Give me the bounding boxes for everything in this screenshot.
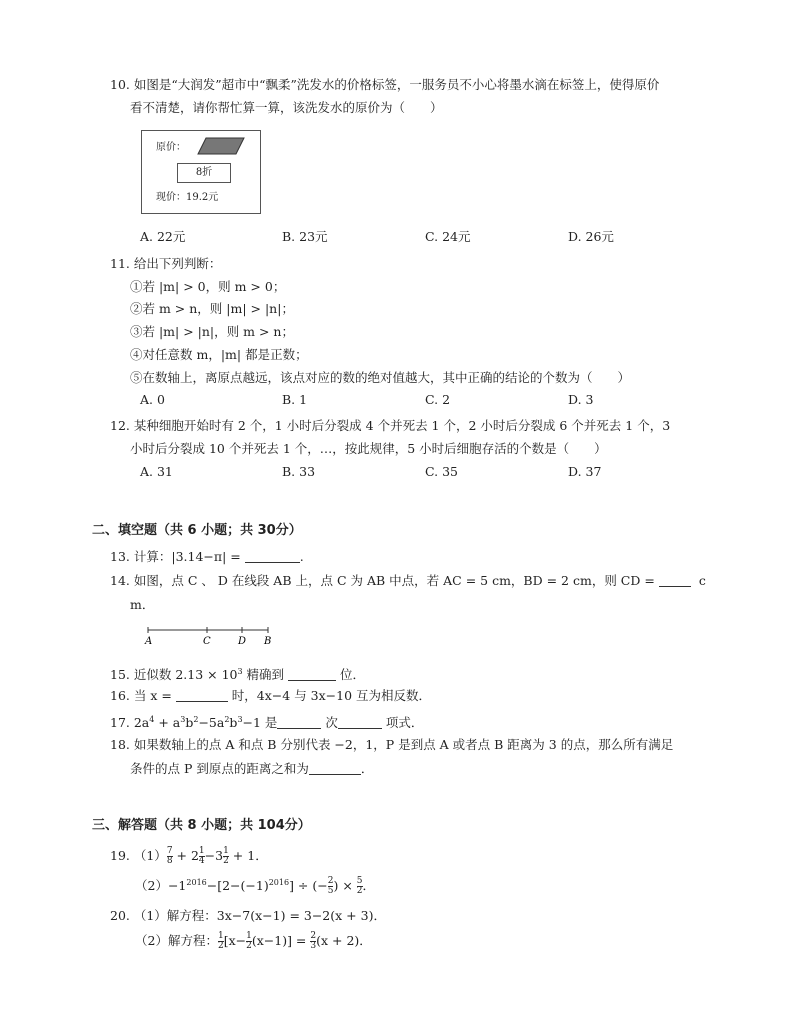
q19-2-exp1: 2016 [186, 878, 207, 887]
q19-1-t1: + 2 [172, 848, 199, 863]
q17-blank-1[interactable] [277, 715, 321, 729]
q11-option-c: C. 2 [425, 392, 451, 407]
q15-end: 位． [336, 667, 366, 683]
q10-option-b: B. 23元 [282, 229, 328, 244]
q19-line2 [135, 872, 375, 897]
q11-item-3: ③若 |m| > |n|，则 m > n； [130, 324, 294, 339]
q17-t3: b [185, 715, 194, 731]
q12-option-a: A. 31 [140, 464, 173, 479]
q15-exp: 3 [237, 667, 243, 676]
q19-2-t3: ) × [333, 878, 357, 894]
q18-line1: 18. 如果数轴上的点 A 和点 B 分别代表 −2，1，P 是到点 A 或者点 B 距离为 3 的点，那么所有满足 [110, 737, 674, 752]
q18-line2 [130, 761, 373, 777]
q14-blank[interactable] [659, 573, 691, 587]
tag-discount-box [177, 163, 231, 183]
frac-5-2: $\frac{5}{2}$ [356, 876, 363, 897]
q17-blank-2[interactable] [338, 715, 382, 729]
q14-text: 14. 如图，点 C 、 D 在线段 AB 上，点 C 为 AB 中点，若 AC = 5 cm，BD = 2 cm，则 CD = [110, 573, 655, 588]
q16-blank[interactable] [176, 688, 228, 702]
tag-now: 现价：19.2元 [156, 192, 219, 203]
q11-option-b: B. 1 [282, 392, 308, 407]
q11-option-a: A. 0 [140, 392, 165, 407]
q10-option-d: D. 26元 [568, 229, 614, 244]
q10-line1: 10. 如图是“大润发”超市中“飘柔”洗发水的价格标签，一服务员不小心将墨水滴在标签上，使得原价 [110, 77, 660, 92]
q17-e5: 3 [237, 715, 243, 724]
q19-1-label: 19. （1） [110, 848, 167, 863]
q16 [110, 688, 431, 704]
frac-7-8: $\frac{7}{8}$ [166, 846, 173, 866]
q10-option-a: A. 22元 [140, 229, 186, 244]
q19-line1 [110, 845, 268, 867]
tag-original: 原价： [156, 142, 186, 153]
q15-mid: 精确到 [242, 667, 285, 683]
q17-t5: b [229, 715, 238, 731]
label-a: A [145, 636, 153, 646]
q15-blank[interactable] [288, 667, 336, 681]
q14-tail: c [698, 573, 706, 588]
q17-end: 项式． [381, 715, 424, 731]
segment-figure [140, 622, 280, 646]
section-3-title: 三、解答题（共 8 小题；共 104分） [92, 818, 311, 833]
q20-2-t2: (x−1)] = [251, 933, 311, 948]
q20-2-t3: (x + 2)． [316, 933, 372, 948]
price-tag [141, 130, 261, 214]
frac-2-5: $\frac{2}{5}$ [327, 876, 334, 897]
q11-item-4: ④对任意数 m，|m| 都是正数； [130, 347, 308, 362]
q19-1-t3: + 1． [228, 848, 268, 863]
q17-t6: −1 是 [242, 715, 278, 731]
q20-line1: 20. （1）解方程：3x−7(x−1) = 3−2(x + 3)． [110, 908, 386, 923]
q15-text: 15. 近似数 2.13 × 10 [110, 667, 238, 683]
q17-mid: 次 [321, 715, 338, 731]
q11-item-2: ②若 m > n，则 |m| > |n|； [130, 301, 294, 316]
q20-line2 [135, 930, 372, 952]
ink-blot [196, 137, 246, 155]
q19-2-t4: ． [362, 878, 376, 894]
q20-2-label: （2）解方程： [135, 933, 218, 948]
q17-e4: 2 [224, 715, 230, 724]
section-2-title: 二、填空题（共 6 小题；共 30分） [92, 523, 302, 538]
q18-text: 条件的点 P 到原点的距离之和为 [130, 761, 309, 776]
q11-item-5: ⑤在数轴上，离原点越远，该点对应的数的绝对值越大，其中正确的结论的个数为（ ） [130, 370, 631, 385]
frac-1-2-a: $\frac{1}{2}$ [217, 931, 224, 951]
q19-2-label: （2）−1 [135, 878, 187, 894]
label-b: B [264, 636, 272, 646]
q12-option-b: B. 33 [282, 464, 316, 479]
q12-option-d: D. 37 [568, 464, 602, 479]
q13-end: . [299, 549, 304, 564]
q11-option-d: D. 3 [568, 392, 594, 407]
q17-t2: + a [154, 715, 181, 731]
q11-line1: 11. 给出下列判断： [110, 256, 222, 271]
q17-e2: 3 [180, 715, 186, 724]
q10-line2: 看不清楚，请你帮忙算一算，该洗发水的原价为（ ） [130, 100, 443, 115]
q16-text: 16. 当 x = [110, 688, 172, 703]
q18-blank[interactable] [309, 761, 361, 775]
q14-line2: m． [130, 597, 155, 612]
q13 [110, 549, 304, 565]
frac-1-2-b: $\frac{1}{2}$ [246, 931, 252, 951]
q19-1-t2: −3 [204, 848, 224, 863]
q11-item-1: ①若 |m| > 0，则 m > 0； [130, 279, 286, 294]
frac-2-3: $\frac{2}{3}$ [310, 931, 317, 951]
q17-t1: 17. 2a [110, 715, 150, 731]
q16-end: 时，4x−4 与 3x−10 互为相反数． [227, 688, 432, 703]
q12-line1: 12. 某种细胞开始时有 2 个，1 小时后分裂成 4 个并死去 1 个，2 小时后分裂成 6 个并死去 1 个，3 [110, 418, 671, 433]
q18-end: ． [360, 761, 374, 776]
q13-text: 13. 计算：|3.14−π| = [110, 549, 241, 564]
label-c: C [203, 636, 211, 646]
q19-2-exp2: 2016 [268, 878, 290, 887]
q13-blank[interactable] [245, 549, 300, 563]
q17 [110, 712, 423, 731]
frac-1-2: $\frac{1}{2}$ [223, 846, 229, 866]
q10-option-c: C. 24元 [425, 229, 471, 244]
q12-line2: 小时后分裂成 10 个并死去 1 个，…，按此规律，5 小时后细胞存活的个数是（ ） [130, 441, 607, 456]
q17-t4: −5a [198, 715, 225, 731]
tag-discount: 8折 [195, 167, 213, 178]
q19-2-t1: −[2−(−1) [206, 878, 269, 894]
frac-1-4: $\frac{1}{4}$ [198, 846, 205, 866]
q17-e3: 2 [193, 715, 199, 724]
q19-2-t2: ] ÷ (− [289, 878, 328, 894]
label-d: D [238, 636, 247, 646]
q17-e1: 4 [149, 715, 155, 724]
q12-option-c: C. 35 [425, 464, 458, 479]
q15 [110, 664, 365, 683]
q20-2-t1: [x− [223, 933, 247, 948]
q14-line1 [110, 573, 706, 589]
